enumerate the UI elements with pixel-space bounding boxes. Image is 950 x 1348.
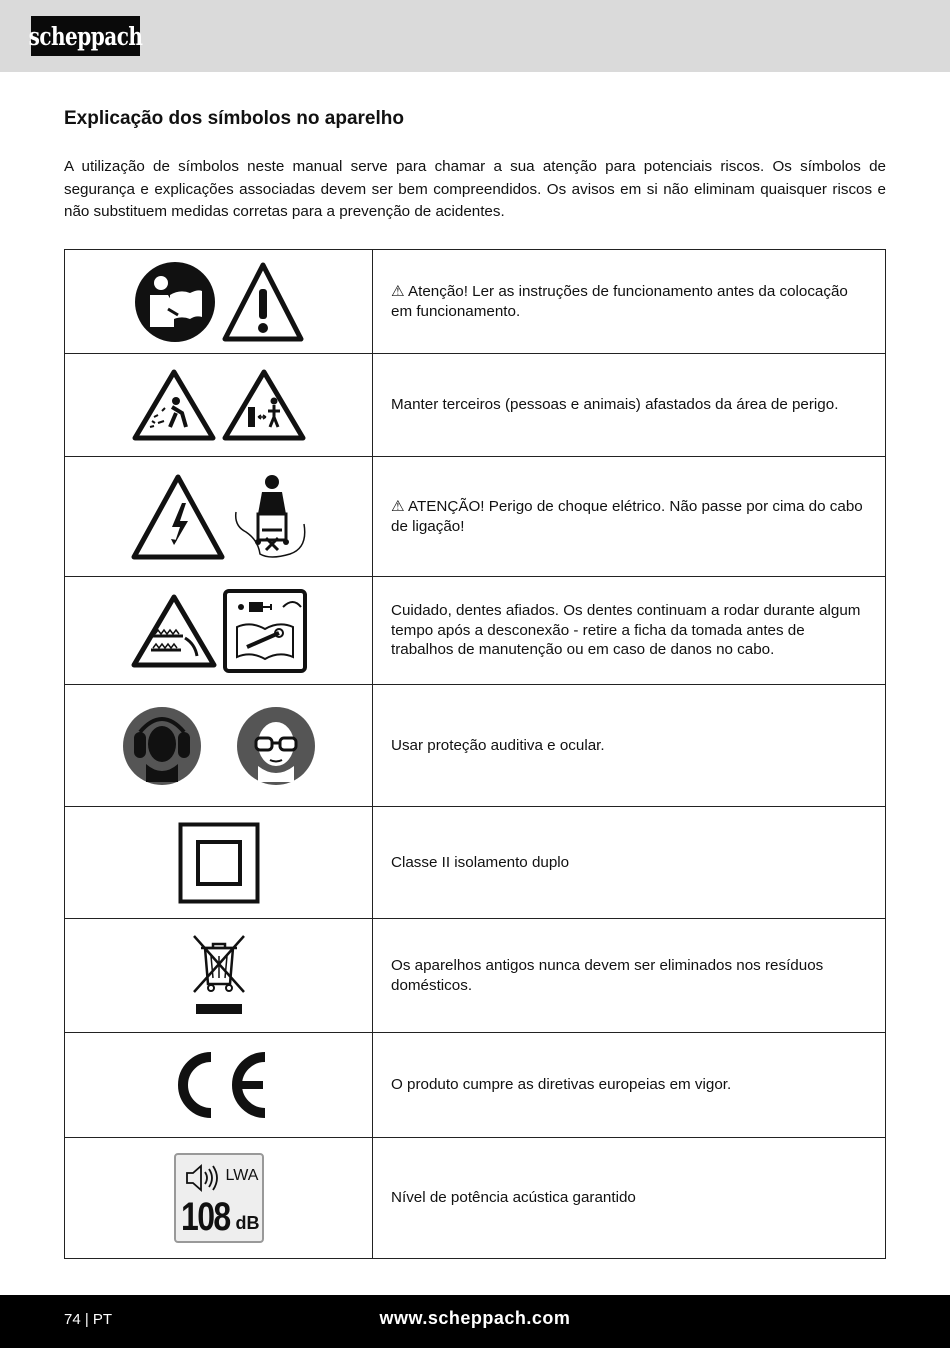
ce-mark-icon — [169, 1049, 269, 1121]
weee-crossed-bin-icon — [191, 934, 247, 1018]
flying-debris-warning-icon — [132, 369, 216, 441]
table-row — [65, 1138, 886, 1259]
table-row — [65, 807, 886, 919]
description-cell: ⚠ Atenção! Ler as instruções de funcionamento antes da colocação em funcionamento. — [373, 250, 886, 354]
unplug-before-maintenance-icon — [223, 589, 307, 673]
keep-distance-warning-icon — [222, 369, 306, 441]
scheppach-logo — [28, 16, 143, 56]
description-cell: Nível de potência acústica garantido — [373, 1138, 886, 1259]
table-row — [65, 1033, 886, 1138]
sound-level-value: 108 — [180, 1195, 230, 1239]
warning-triangle-icon — [222, 261, 304, 343]
cable-caution-icon — [232, 472, 308, 562]
double-insulation-icon — [178, 822, 260, 904]
icon-cell — [65, 919, 373, 1033]
page-title: Explicação dos símbolos no aparelho — [64, 108, 404, 129]
page-header — [0, 0, 950, 72]
icon-cell — [65, 354, 373, 457]
description-cell: Os aparelhos antigos nunca devem ser eliminados nos resíduos domésticos. — [373, 919, 886, 1033]
sharp-teeth-warning-icon — [131, 594, 217, 668]
brand-name: scheppach — [28, 21, 143, 51]
icon-cell — [65, 807, 373, 919]
description-cell: Usar proteção auditiva e ocular. — [373, 685, 886, 807]
page-number: 74 | PT — [64, 1311, 113, 1328]
table-row — [65, 354, 886, 457]
sound-level-unit: dB — [235, 1213, 260, 1233]
icon-cell — [65, 457, 373, 577]
description-cell: ⚠ ATENÇÃO! Perigo de choque elétrico. Não passe por cima do cabo de ligação! — [373, 457, 886, 577]
table-row — [65, 457, 886, 577]
sound-power-level-icon — [174, 1153, 264, 1243]
intro-paragraph: A utilização de símbolos neste manual serve para chamar a sua atenção para potenciais riscos. Os símbolos de segurança e explicações associadas devem ser bem compreendidos. Os avisos em si não eliminam quaisquer riscos e não substituem medidas corretas para a prevenção de acidentes. — [64, 158, 886, 220]
table-row — [65, 577, 886, 685]
page-footer — [0, 1295, 950, 1348]
description-cell: O produto cumpre as diretivas europeias em vigor. — [373, 1033, 886, 1138]
table-row — [65, 919, 886, 1033]
electric-shock-warning-icon — [130, 473, 226, 561]
icon-cell — [65, 1138, 373, 1259]
read-manual-icon — [134, 261, 216, 343]
symbols-table — [64, 249, 886, 1259]
description-cell: Cuidado, dentes afiados. Os dentes continuam a rodar durante algum tempo após a desconexão - retire a ficha da tomada antes de trabalhos de manutenção ou em caso de danos no cabo. — [373, 577, 886, 685]
table-row — [65, 685, 886, 807]
website-link[interactable]: www.scheppach.com — [379, 1308, 571, 1328]
hearing-protection-icon — [122, 706, 202, 786]
description-cell: Classe II isolamento duplo — [373, 807, 886, 919]
icon-cell — [65, 250, 373, 354]
icon-cell — [65, 577, 373, 685]
table-row — [65, 250, 886, 354]
eye-protection-icon — [236, 706, 316, 786]
sound-waves-icon — [184, 1163, 218, 1193]
description-cell: Manter terceiros (pessoas e animais) afastados da área de perigo. — [373, 354, 886, 457]
sound-level-label: LWA — [225, 1167, 259, 1184]
icon-cell — [65, 685, 373, 807]
icon-cell — [65, 1033, 373, 1138]
